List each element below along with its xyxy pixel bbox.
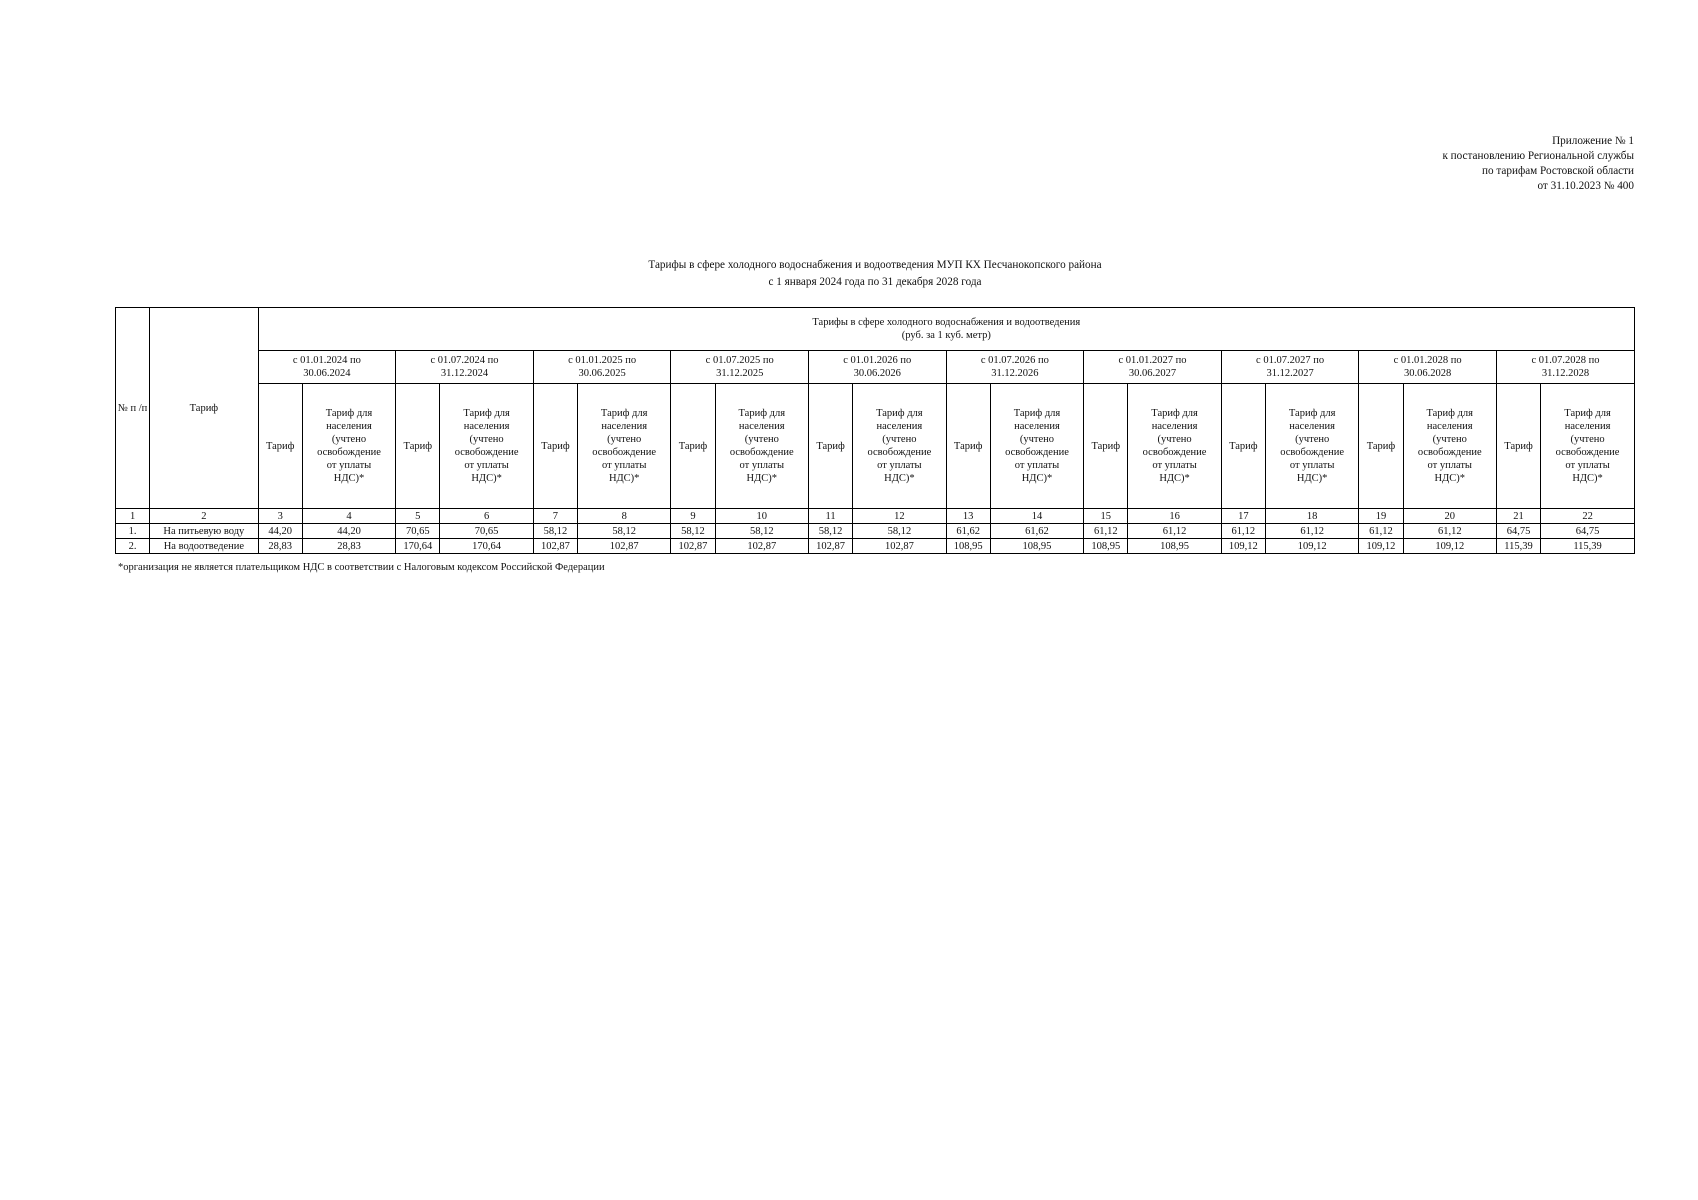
subheader-population [1541,384,1635,509]
subheader-population-line: Тариф для [1288,408,1336,419]
subheader-tariff: Тариф [258,384,302,509]
period-header [1221,351,1359,384]
tariff-value: 102,87 [577,539,670,554]
subheader-population-line: освобождение [867,447,932,458]
subheader-population-line: Тариф для [463,408,510,419]
subheader-population-line: (учтено [1019,434,1055,445]
tariff-value: 61,12 [1221,524,1265,539]
subheader-population-line: Тариф для [876,408,923,419]
tariff-value: 102,87 [853,539,946,554]
subheader-population-line: освобождение [454,447,519,458]
tariff-value: 58,12 [853,524,946,539]
period-start: с 01.07.2024 по [430,355,499,366]
tariff-value: 61,62 [990,524,1083,539]
column-number: 19 [1359,509,1403,524]
subheader-population-line: Тариф для [1151,408,1198,419]
column-number: 11 [808,509,852,524]
subheader-population-line: населения [601,421,648,432]
column-number: 18 [1265,509,1358,524]
subheader-population-line: НДС)* [471,473,502,484]
tariff-value: 102,87 [533,539,577,554]
period-start: с 01.01.2024 по [292,355,361,366]
subheader-population-line: населения [1426,421,1473,432]
period-end: 30.06.2025 [578,368,626,379]
tariffs-table [115,307,1635,554]
subheader-population-line: от уплаты [877,460,922,471]
period-header [1359,351,1497,384]
subheader-population-line: населения [738,421,785,432]
tariff-value: 58,12 [577,524,670,539]
period-end: 30.06.2027 [1128,368,1177,379]
period-header [808,351,946,384]
period-start: с 01.01.2028 по [1393,355,1462,366]
subheader-population [1403,384,1496,509]
column-number: 9 [671,509,715,524]
tariff-value: 44,20 [258,524,302,539]
tariff-value: 28,83 [302,539,395,554]
subheader-population [853,384,946,509]
subheader-population-line: НДС)* [1159,473,1190,484]
table-row [116,524,1635,539]
subheader-population [990,384,1083,509]
subheader-population-line: НДС)* [608,473,640,484]
tariff-value: 58,12 [808,524,852,539]
tariff-value: 170,64 [440,539,533,554]
subheader-population-line: Тариф для [1564,408,1611,419]
column-number: 15 [1084,509,1128,524]
appendix-block [1442,134,1634,194]
subheader-population-line: от уплаты [326,460,372,471]
subheader-population-line: Тариф для [325,408,373,419]
row-name: На питьевую воду [150,524,258,539]
column-number: 1 [116,509,150,524]
tariff-value: 70,65 [396,524,440,539]
subheader-tariff: Тариф [1084,384,1128,509]
row-number: 2. [116,539,150,554]
document-title [115,257,1635,291]
subheader-population-line: НДС)* [1434,473,1465,484]
subheader-population-line: населения [1014,421,1060,432]
title-line-1: Тарифы в сфере холодного водоснабжения и водоотведения МУП КХ Песчанокопского района [648,259,1102,271]
subheader-population-line: от уплаты [1152,460,1197,471]
column-number: 13 [946,509,990,524]
subheader-population-line: освобождение [1142,447,1207,458]
period-start: с 01.01.2025 по [568,355,637,366]
subheader-population-line: НДС)* [1572,473,1603,484]
subheader-population-line: населения [876,421,923,432]
tariff-value: 61,12 [1084,524,1128,539]
subheader-population-line: освобождение [1555,447,1620,458]
header-tariff: Тариф [150,308,258,509]
subheader-population-line: освобождение [1280,447,1345,458]
period-header [1496,351,1634,384]
period-end: 30.06.2026 [853,368,901,379]
tariff-value: 170,64 [396,539,440,554]
period-end: 31.12.2028 [1541,368,1590,379]
subheader-population-line: (учтено [607,434,642,445]
tariff-value: 61,62 [946,524,990,539]
header-row-subcolumns [116,384,1635,509]
column-number: 12 [853,509,946,524]
subheader-population-line: от уплаты [1565,460,1610,471]
subheader-population-line: (учтено [744,434,779,445]
subheader-population-line: НДС)* [333,473,365,484]
subheader-population-line: (учтено [1157,434,1192,445]
period-end: 31.12.2024 [440,368,489,379]
tariff-value: 61,12 [1359,524,1403,539]
subheader-population-line: от уплаты [601,460,647,471]
subheader-population-line: населения [1564,421,1611,432]
tariff-value: 102,87 [671,539,715,554]
column-number: 10 [715,509,808,524]
period-end: 30.06.2028 [1404,368,1452,379]
title-line-2: с 1 января 2024 года по 31 декабря 2028 года [768,276,982,288]
tariff-value: 102,87 [715,539,808,554]
subheader-population-line: НДС)* [1021,473,1053,484]
tariff-value: 102,87 [808,539,852,554]
tariff-value: 115,39 [1496,539,1540,554]
row-number: 1. [116,524,150,539]
header-group-line-2: (руб. за 1 куб. метр) [901,330,991,341]
column-number: 21 [1496,509,1540,524]
subheader-tariff: Тариф [1221,384,1265,509]
subheader-population [440,384,533,509]
subheader-population-line: (учтено [469,434,504,445]
appendix-line-4: от 31.10.2023 № 400 [1537,180,1634,192]
column-number: 20 [1403,509,1496,524]
subheader-population-line: освобождение [1005,447,1069,458]
tariff-value: 58,12 [715,524,808,539]
period-start: с 01.01.2026 по [843,355,912,366]
period-header [671,351,809,384]
tariff-value: 108,95 [1128,539,1221,554]
subheader-population-line: освобождение [729,447,794,458]
footnote: *организация не является плательщиком НДС в соответствии с Налоговым кодексом Российской Федерации [118,562,605,573]
subheader-population-line: населения [1151,421,1198,432]
subheader-population [1128,384,1221,509]
appendix-line-2: к постановлению Региональной службы [1442,150,1634,162]
period-header [258,351,396,384]
tariff-value: 58,12 [671,524,715,539]
subheader-tariff: Тариф [946,384,990,509]
subheader-population-line: освобождение [592,447,657,458]
subheader-population-line: освобождение [1417,447,1482,458]
subheader-tariff: Тариф [671,384,715,509]
subheader-tariff: Тариф [1359,384,1403,509]
subheader-population-line: НДС)* [1296,473,1328,484]
tariff-value: 61,12 [1128,524,1221,539]
tariff-value: 108,95 [990,539,1083,554]
subheader-population-line: от уплаты [739,460,785,471]
header-number: № п /п [116,308,150,509]
tariff-value: 61,12 [1265,524,1358,539]
tariff-value: 58,12 [533,524,577,539]
tariff-value: 109,12 [1403,539,1496,554]
column-number: 8 [577,509,670,524]
tariff-value: 108,95 [946,539,990,554]
subheader-population-line: населения [326,421,372,432]
header-row-group [116,308,1635,351]
period-start: с 01.07.2026 по [980,355,1049,366]
period-end: 31.12.2026 [991,368,1039,379]
subheader-population-line: населения [463,421,510,432]
period-start: с 01.07.2027 по [1256,355,1325,366]
column-number: 3 [258,509,302,524]
column-number: 6 [440,509,533,524]
subheader-population-line: НДС)* [746,473,778,484]
column-number: 16 [1128,509,1221,524]
column-number: 7 [533,509,577,524]
period-end: 31.12.2025 [716,368,764,379]
period-header [533,351,671,384]
tariff-value: 64,75 [1541,524,1635,539]
subheader-population-line: Тариф для [738,408,786,419]
column-number: 14 [990,509,1083,524]
header-group-line-1: Тарифы в сфере холодного водоснабжения и водоотведения [812,317,1081,328]
header-row-periods [116,351,1635,384]
subheader-population-line: (учтено [331,434,367,445]
tariff-value: 109,12 [1265,539,1358,554]
subheader-population-line: от уплаты [1014,460,1060,471]
period-header [946,351,1084,384]
tariff-value: 61,12 [1403,524,1496,539]
subheader-population [302,384,395,509]
subheader-population-line: от уплаты [464,460,509,471]
subheader-population-line: населения [1289,421,1335,432]
period-header [1084,351,1222,384]
column-number: 2 [150,509,258,524]
tariff-value: 115,39 [1541,539,1635,554]
subheader-population-line: (учтено [1570,434,1605,445]
column-number: 22 [1541,509,1635,524]
subheader-population-line: (учтено [882,434,917,445]
tariff-value: 109,12 [1359,539,1403,554]
period-start: с 01.07.2025 по [705,355,774,366]
subheader-tariff: Тариф [1496,384,1540,509]
header-group [258,308,1634,351]
subheader-population [577,384,670,509]
subheader-tariff: Тариф [533,384,577,509]
subheader-population-line: Тариф для [1013,408,1061,419]
subheader-population-line: Тариф для [1426,408,1474,419]
appendix-line-1: Приложение № 1 [1552,135,1634,147]
subheader-population-line: освобождение [317,447,381,458]
subheader-population-line: НДС)* [884,473,915,484]
tariff-value: 64,75 [1496,524,1540,539]
tariff-value: 44,20 [302,524,395,539]
tariff-value: 108,95 [1084,539,1128,554]
subheader-population-line: (учтено [1295,434,1330,445]
table-row [116,539,1635,554]
subheader-population [715,384,808,509]
row-name: На водоотведение [150,539,258,554]
subheader-population-line: Тариф для [600,408,648,419]
subheader-population [1265,384,1358,509]
period-header [396,351,534,384]
tariff-value: 109,12 [1221,539,1265,554]
column-number: 17 [1221,509,1265,524]
period-end: 30.06.2024 [303,368,351,379]
subheader-population-line: от уплаты [1427,460,1472,471]
appendix-line-3: по тарифам Ростовской области [1482,165,1634,177]
subheader-tariff: Тариф [396,384,440,509]
subheader-population-line: (учтено [1432,434,1467,445]
period-end: 31.12.2027 [1266,368,1314,379]
column-number: 4 [302,509,395,524]
subheader-population-line: от уплаты [1289,460,1335,471]
tariff-value: 28,83 [258,539,302,554]
header-row-column-numbers [116,509,1635,524]
period-start: с 01.01.2027 по [1118,355,1187,366]
column-number: 5 [396,509,440,524]
subheader-tariff: Тариф [808,384,852,509]
tariff-value: 70,65 [440,524,533,539]
period-start: с 01.07.2028 по [1531,355,1600,366]
